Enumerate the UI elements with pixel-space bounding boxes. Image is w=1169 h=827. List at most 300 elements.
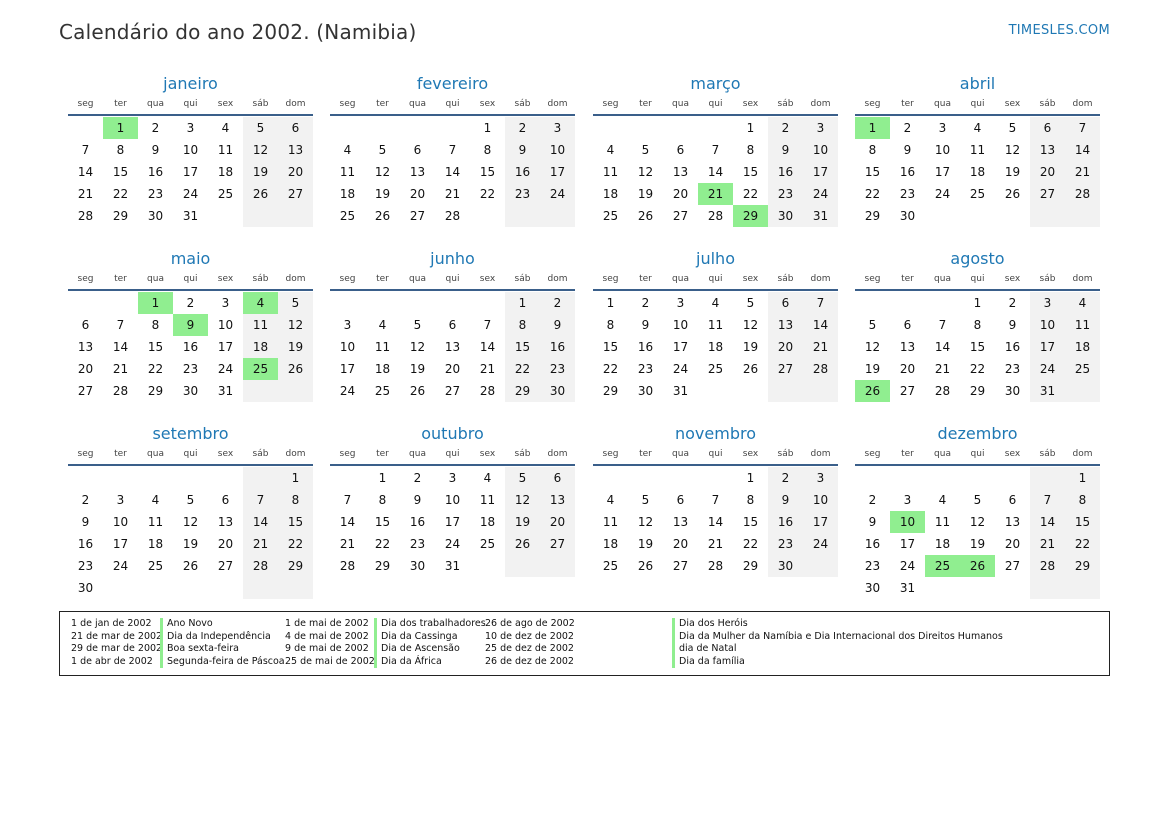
holiday-day-cell: 25 <box>243 358 278 380</box>
holiday-day-cell: 21 <box>698 183 733 205</box>
weekday-label: seg <box>77 274 94 284</box>
day-cell: 8 <box>606 318 615 332</box>
day-cell: 2 <box>768 117 803 139</box>
day-cell: 13 <box>768 314 803 336</box>
day-cell: 6 <box>903 318 912 332</box>
month-janeiro <box>68 74 313 227</box>
weekday-label: dom <box>1072 274 1093 284</box>
day-cell: 25 <box>707 362 724 376</box>
day-cell: 7 <box>803 292 838 314</box>
day-cell: 7 <box>81 143 90 157</box>
day-cell: 17 <box>540 161 575 183</box>
day-cell: 14 <box>112 340 129 354</box>
day-cell: 5 <box>278 292 313 314</box>
legend-holiday-name: Dia da Mulher da Namíbia e Dia Internacional dos Direitos Humanos <box>672 631 1003 644</box>
day-cell: 18 <box>934 537 951 551</box>
day-cell: 8 <box>1065 489 1100 511</box>
day-cell: 17 <box>339 362 356 376</box>
day-cell: 15 <box>505 336 540 358</box>
day-cell: 28 <box>803 358 838 380</box>
day-cell: 31 <box>803 205 838 227</box>
weekday-label: sáb <box>777 274 794 284</box>
day-cell: 20 <box>444 362 461 376</box>
day-cell: 16 <box>505 161 540 183</box>
empty-cell <box>733 380 768 402</box>
day-cell: 18 <box>374 362 391 376</box>
day-cell: 4 <box>343 143 352 157</box>
empty-cell <box>698 380 733 402</box>
day-cell: 29 <box>1065 555 1100 577</box>
days-grid <box>593 292 838 402</box>
day-cell: 17 <box>112 537 129 551</box>
weekday-label: qua <box>672 274 689 284</box>
day-cell: 15 <box>278 511 313 533</box>
day-cell: 4 <box>221 121 230 135</box>
weekday-label: qui <box>183 99 198 109</box>
day-cell: 15 <box>742 515 759 529</box>
month-outubro <box>330 424 575 577</box>
weekday-label: ter <box>639 449 652 459</box>
day-cell: 10 <box>339 340 356 354</box>
day-cell: 15 <box>742 165 759 179</box>
day-cell: 22 <box>969 362 986 376</box>
day-cell: 28 <box>707 209 724 223</box>
day-cell: 24 <box>444 537 461 551</box>
weekday-header <box>330 96 575 116</box>
day-cell: 16 <box>77 537 94 551</box>
weekday-label: ter <box>376 274 389 284</box>
day-cell: 5 <box>641 493 650 507</box>
day-cell: 30 <box>540 380 575 402</box>
day-cell: 25 <box>147 559 164 573</box>
day-cell: 7 <box>243 489 278 511</box>
day-cell: 28 <box>339 559 356 573</box>
weekday-label: qui <box>970 99 985 109</box>
day-cell: 8 <box>483 143 492 157</box>
day-cell: 2 <box>186 296 195 310</box>
day-cell: 6 <box>1008 493 1017 507</box>
day-cell: 31 <box>182 209 199 223</box>
legend-holiday-name: Dia dos trabalhadores <box>374 618 486 631</box>
empty-cell <box>243 467 278 489</box>
empty-cell <box>208 577 243 599</box>
day-cell: 24 <box>672 362 689 376</box>
day-cell: 22 <box>278 533 313 555</box>
days-grid <box>330 467 575 577</box>
weekday-label: sáb <box>252 99 269 109</box>
day-cell: 2 <box>413 471 422 485</box>
weekday-label: ter <box>114 274 127 284</box>
day-cell: 12 <box>182 515 199 529</box>
days-grid <box>330 117 575 227</box>
weekday-label: sex <box>1004 274 1021 284</box>
month-name: fevereiro <box>416 74 489 93</box>
empty-cell <box>925 205 960 227</box>
legend-name-column <box>160 618 285 668</box>
day-cell: 6 <box>540 467 575 489</box>
weekday-label: ter <box>114 449 127 459</box>
month-março <box>593 74 838 227</box>
day-cell: 25 <box>374 384 391 398</box>
day-cell: 9 <box>413 493 422 507</box>
day-cell: 3 <box>676 296 685 310</box>
day-cell: 2 <box>768 467 803 489</box>
day-cell: 20 <box>672 537 689 551</box>
day-cell: 15 <box>479 165 496 179</box>
day-cell: 4 <box>606 493 615 507</box>
day-cell: 23 <box>768 183 803 205</box>
weekday-label: sáb <box>777 449 794 459</box>
weekday-label: sex <box>479 274 496 284</box>
day-cell: 27 <box>540 533 575 555</box>
day-cell: 17 <box>899 537 916 551</box>
weekday-header <box>68 271 313 291</box>
day-cell: 5 <box>186 493 195 507</box>
day-cell: 15 <box>602 340 619 354</box>
day-cell: 31 <box>444 559 461 573</box>
day-cell: 12 <box>742 318 759 332</box>
day-cell: 11 <box>707 318 724 332</box>
empty-cell <box>628 117 663 139</box>
holiday-day-cell: 1 <box>103 117 138 139</box>
day-cell: 3 <box>116 493 125 507</box>
empty-cell <box>243 577 278 599</box>
day-cell: 23 <box>77 559 94 573</box>
day-cell: 21 <box>243 533 278 555</box>
day-cell: 14 <box>1065 139 1100 161</box>
day-cell: 26 <box>182 559 199 573</box>
day-cell: 31 <box>672 384 689 398</box>
day-cell: 27 <box>1030 183 1065 205</box>
day-cell: 21 <box>444 187 461 201</box>
day-cell: 27 <box>409 209 426 223</box>
day-cell: 9 <box>151 143 160 157</box>
month-name: novembro <box>675 424 756 443</box>
weekday-label: dom <box>810 449 831 459</box>
day-cell: 25 <box>479 537 496 551</box>
weekday-label: ter <box>376 99 389 109</box>
day-cell: 24 <box>934 187 951 201</box>
day-cell: 11 <box>374 340 391 354</box>
empty-cell <box>540 205 575 227</box>
day-cell: 13 <box>444 340 461 354</box>
empty-cell <box>1065 577 1100 599</box>
day-cell: 9 <box>81 515 90 529</box>
legend-holiday-name: Segunda-feira de Páscoa <box>160 656 285 669</box>
legend-holiday-name: Dia da Independência <box>160 631 285 644</box>
weekday-label: dom <box>547 449 568 459</box>
day-cell: 3 <box>221 296 230 310</box>
day-cell: 21 <box>479 362 496 376</box>
day-cell: 28 <box>112 384 129 398</box>
legend-holiday-name: Boa sexta-feira <box>160 643 285 656</box>
day-cell: 15 <box>864 165 881 179</box>
day-cell: 1 <box>378 471 387 485</box>
day-cell: 26 <box>505 533 540 555</box>
empty-cell <box>698 117 733 139</box>
day-cell: 23 <box>182 362 199 376</box>
brand-link[interactable]: TIMESLES.COM <box>1008 23 1110 38</box>
day-cell: 9 <box>505 139 540 161</box>
day-cell: 7 <box>1065 117 1100 139</box>
day-cell: 17 <box>672 340 689 354</box>
day-cell: 19 <box>243 161 278 183</box>
day-cell: 20 <box>1030 161 1065 183</box>
day-cell: 20 <box>768 336 803 358</box>
days-grid <box>593 467 838 577</box>
empty-cell <box>68 467 103 489</box>
day-cell: 4 <box>378 318 387 332</box>
day-cell: 10 <box>934 143 951 157</box>
day-cell: 16 <box>637 340 654 354</box>
empty-cell <box>995 467 1030 489</box>
holiday-day-cell: 26 <box>855 380 890 402</box>
day-cell: 7 <box>711 493 720 507</box>
weekday-label: qua <box>409 99 426 109</box>
weekday-label: seg <box>77 99 94 109</box>
empty-cell <box>1030 205 1065 227</box>
weekday-label: sex <box>1004 449 1021 459</box>
day-cell: 24 <box>1030 358 1065 380</box>
weekday-label: dom <box>285 274 306 284</box>
empty-cell <box>400 117 435 139</box>
empty-cell <box>593 117 628 139</box>
empty-cell <box>803 380 838 402</box>
day-cell: 7 <box>711 143 720 157</box>
day-cell: 18 <box>217 165 234 179</box>
days-grid <box>855 117 1100 227</box>
day-cell: 21 <box>112 362 129 376</box>
weekday-header <box>593 446 838 466</box>
day-cell: 16 <box>409 515 426 529</box>
day-cell: 7 <box>483 318 492 332</box>
day-cell: 14 <box>934 340 951 354</box>
day-cell: 27 <box>672 209 689 223</box>
day-cell: 27 <box>77 384 94 398</box>
weekday-label: qua <box>147 274 164 284</box>
empty-cell <box>855 292 890 314</box>
day-cell: 19 <box>637 187 654 201</box>
day-cell: 11 <box>339 165 356 179</box>
weekday-label: qui <box>970 274 985 284</box>
empty-cell <box>243 380 278 402</box>
day-cell: 19 <box>742 340 759 354</box>
weekday-label: ter <box>639 274 652 284</box>
day-cell: 10 <box>112 515 129 529</box>
empty-cell <box>330 292 365 314</box>
legend-date: 1 de jan de 2002 <box>71 618 152 629</box>
days-grid <box>593 117 838 227</box>
day-cell: 21 <box>707 537 724 551</box>
empty-cell <box>1065 205 1100 227</box>
day-cell: 20 <box>409 187 426 201</box>
day-cell: 6 <box>448 318 457 332</box>
legend-holiday-name: Dia de Ascensão <box>374 643 486 656</box>
month-maio <box>68 249 313 402</box>
day-cell: 22 <box>374 537 391 551</box>
day-cell: 24 <box>339 384 356 398</box>
empty-cell <box>768 380 803 402</box>
weekday-label: sex <box>742 449 759 459</box>
day-cell: 23 <box>1004 362 1021 376</box>
day-cell: 2 <box>81 493 90 507</box>
day-cell: 5 <box>1008 121 1017 135</box>
weekday-label: sex <box>1004 99 1021 109</box>
empty-cell <box>173 467 208 489</box>
weekday-label: dom <box>810 99 831 109</box>
weekday-label: sex <box>479 99 496 109</box>
day-cell: 5 <box>243 117 278 139</box>
month-julho <box>593 249 838 402</box>
day-cell: 28 <box>243 555 278 577</box>
day-cell: 1 <box>746 471 755 485</box>
day-cell: 14 <box>339 515 356 529</box>
day-cell: 6 <box>81 318 90 332</box>
day-cell: 26 <box>278 358 313 380</box>
day-cell: 6 <box>768 292 803 314</box>
month-junho <box>330 249 575 402</box>
day-cell: 22 <box>505 358 540 380</box>
weekday-label: seg <box>339 449 356 459</box>
day-cell: 30 <box>637 384 654 398</box>
day-cell: 18 <box>147 537 164 551</box>
day-cell: 12 <box>374 165 391 179</box>
day-cell: 13 <box>1004 515 1021 529</box>
holiday-day-cell: 1 <box>855 117 890 139</box>
empty-cell <box>960 205 995 227</box>
day-cell: 14 <box>479 340 496 354</box>
day-cell: 4 <box>711 296 720 310</box>
day-cell: 30 <box>409 559 426 573</box>
day-cell: 11 <box>1065 314 1100 336</box>
day-cell: 23 <box>147 187 164 201</box>
day-cell: 26 <box>742 362 759 376</box>
day-cell: 22 <box>864 187 881 201</box>
day-cell: 28 <box>1030 555 1065 577</box>
day-cell: 18 <box>1065 336 1100 358</box>
weekday-label: qui <box>708 99 723 109</box>
day-cell: 25 <box>339 209 356 223</box>
day-cell: 13 <box>77 340 94 354</box>
day-cell: 20 <box>77 362 94 376</box>
day-cell: 29 <box>278 555 313 577</box>
day-cell: 18 <box>707 340 724 354</box>
day-cell: 21 <box>77 187 94 201</box>
day-cell: 3 <box>343 318 352 332</box>
empty-cell <box>540 555 575 577</box>
day-cell: 3 <box>186 121 195 135</box>
day-cell: 23 <box>899 187 916 201</box>
weekday-label: sex <box>217 449 234 459</box>
day-cell: 11 <box>479 493 496 507</box>
weekday-header <box>68 96 313 116</box>
day-cell: 13 <box>672 515 689 529</box>
legend-date: 29 de mar de 2002 <box>71 643 163 654</box>
legend-date: 1 de mai de 2002 <box>285 618 369 629</box>
legend-holiday-name: Dia da África <box>374 656 486 669</box>
day-cell: 28 <box>934 384 951 398</box>
day-cell: 15 <box>1065 511 1100 533</box>
weekday-label: qua <box>147 449 164 459</box>
day-cell: 6 <box>676 143 685 157</box>
weekday-header <box>330 446 575 466</box>
holiday-day-cell: 25 <box>925 555 960 577</box>
weekday-label: seg <box>602 99 619 109</box>
day-cell: 22 <box>742 187 759 201</box>
day-cell: 6 <box>221 493 230 507</box>
day-cell: 3 <box>803 117 838 139</box>
day-cell: 30 <box>1004 384 1021 398</box>
month-name: setembro <box>152 424 229 443</box>
day-cell: 17 <box>803 161 838 183</box>
day-cell: 6 <box>278 117 313 139</box>
legend-date: 26 de ago de 2002 <box>485 618 575 629</box>
day-cell: 1 <box>505 292 540 314</box>
weekday-header <box>855 271 1100 291</box>
day-cell: 17 <box>182 165 199 179</box>
weekday-label: sáb <box>514 274 531 284</box>
weekday-label: ter <box>901 274 914 284</box>
day-cell: 29 <box>112 209 129 223</box>
month-fevereiro <box>330 74 575 227</box>
empty-cell <box>1030 467 1065 489</box>
weekday-label: ter <box>901 449 914 459</box>
day-cell: 12 <box>243 139 278 161</box>
day-cell: 8 <box>278 489 313 511</box>
empty-cell <box>470 555 505 577</box>
day-cell: 23 <box>540 358 575 380</box>
weekday-label: qua <box>409 449 426 459</box>
day-cell: 13 <box>540 489 575 511</box>
day-cell: 10 <box>803 139 838 161</box>
day-cell: 15 <box>147 340 164 354</box>
empty-cell <box>243 205 278 227</box>
legend-date: 10 de dez de 2002 <box>485 630 574 642</box>
day-cell: 20 <box>899 362 916 376</box>
day-cell: 17 <box>934 165 951 179</box>
day-cell: 11 <box>217 143 234 157</box>
day-cell: 3 <box>938 121 947 135</box>
day-cell: 7 <box>1030 489 1065 511</box>
day-cell: 21 <box>934 362 951 376</box>
empty-cell <box>208 467 243 489</box>
day-cell: 1 <box>746 121 755 135</box>
day-cell: 9 <box>1008 318 1017 332</box>
weekday-label: sáb <box>1039 274 1056 284</box>
day-cell: 8 <box>868 143 877 157</box>
day-cell: 5 <box>413 318 422 332</box>
weekday-label: sex <box>217 99 234 109</box>
weekday-label: seg <box>864 449 881 459</box>
day-cell: 7 <box>116 318 125 332</box>
day-cell: 22 <box>147 362 164 376</box>
weekday-label: seg <box>602 449 619 459</box>
day-cell: 1 <box>278 467 313 489</box>
holiday-day-cell: 4 <box>243 292 278 314</box>
day-cell: 8 <box>505 314 540 336</box>
weekday-header <box>855 446 1100 466</box>
empty-cell <box>925 467 960 489</box>
day-cell: 19 <box>182 537 199 551</box>
day-cell: 29 <box>742 559 759 573</box>
holiday-day-cell: 29 <box>733 205 768 227</box>
day-cell: 19 <box>278 336 313 358</box>
weekday-label: sáb <box>514 99 531 109</box>
month-name: agosto <box>950 249 1005 268</box>
day-cell: 13 <box>899 340 916 354</box>
day-cell: 16 <box>540 336 575 358</box>
day-cell: 15 <box>112 165 129 179</box>
